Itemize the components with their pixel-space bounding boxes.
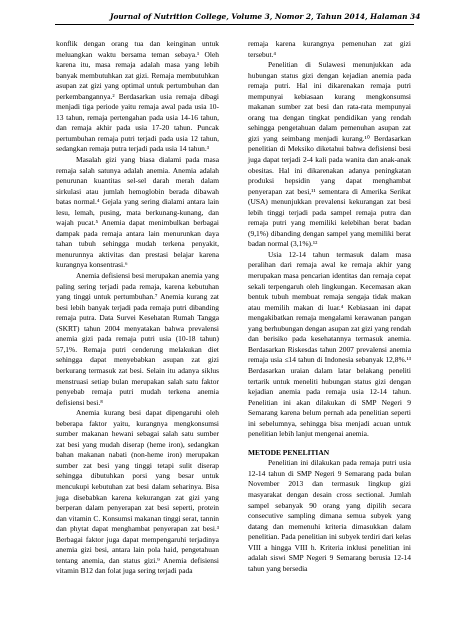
paragraph: Usia 12-14 tahun termasuk dalam masa peralihan dari remaja awal ke remaja akhir yang merupakan masa pencarian identitas dan remaja cepat sekali terpengaruh oleh lingkungan. Kecemasan akan bentuk tubuh membuat remaja sengaja tidak makan atau memilih makan di luar.⁴ Kebiasaan ini dapat mengakibatkan remaja mengalami kerawanan pangan yang berhubungan dengan asupan zat gizi yang rendah dan berisiko pada kesehatannya termasuk anemia. Berdasarkan Riskesdas tahun 2007 prevalensi anemia remaja usia ≤14 tahun di Indonesia sebanyak 12,8%.¹³ Berdasarkan uraian dalam latar belakang peneliti tertarik untuk meneliti hubungan status gizi dengan kejadian anemia pada remaja usia 12-14 tahun. Penelitian ini akan dilakukan di SMP Negeri 9 Semarang karena belum pernah ada penelitian seperti ini sebelumnya, sehingga bisa menjadi acuan untuk penelitian lebih lanjut mengenai anemia. — [248, 249, 411, 439]
left-column — [56, 39, 219, 577]
paragraph: Masalah gizi yang biasa dialami pada masa remaja salah satunya adalah anemia. Anemia adalah penurunan kuantitas sel-sel darah merah dalam sirkulasi atau jumlah hemoglobin berada dibawah batas normal.⁴ Gejala yang sering dialami antara lain lesu, lemah, pusing, mata berkunang-kunang, dan wajah pucat.⁵ Anemia dapat menimbulkan berbagai dampak pada remaja antara lain menurunkan daya tahan tubuh sehingga mudah terkena penyakit, menurunnya aktivitas dan prestasi belajar karena kurangnya konsentrasi.⁶ — [56, 155, 219, 270]
running-header — [0, 8, 452, 28]
section-heading: METODE PENELITIAN — [248, 447, 330, 457]
right-column — [248, 39, 411, 574]
paragraph: Penelitian ini dilakukan pada remaja putri usia 12-14 tahun di SMP Negeri 9 Semarang pada bulan November 2013 dan termasuk lingkup gizi masyarakat dengan desain cross sectional. Jumlah sampel sebanyak 90 orang yang dipilih secara consecutive sampling dimana semua subyek yang datang dan memenuhi kriteria dimasukkan dalam penelitian. Pada penelitian ini subyek terdiri dari kelas VIII a hingga VIII h. Kriteria inklusi penelitian ini adalah siswi SMP Negeri 9 Semarang berusia 12-14 tahun yang bersedia — [248, 458, 411, 573]
paragraph: Anemia defisiensi besi merupakan anemia yang paling sering terjadi pada remaja, karena kebutuhan yang tinggi untuk pertumbuhan.⁷ Anemia kurang zat besi lebih banyak terjadi pada remaja putri dibanding remaja putra. Data Survei Kesehatan Rumah Tangga (SKRT) tahun 2004 menyatakan bahwa prevalensi anemia gizi pada remaja putri usia (10-18 tahun) 57,1%. Remaja putri cenderung melakukan diet sehingga dapat menyebabkan asupan zat gizi berkurang termasuk zat besi. Selain itu adanya siklus menstruasi setiap bulan merupakan salah satu faktor penyebab remaja putri mudah terkena anemia defisiensi besi.⁸ — [56, 271, 219, 407]
header-rule — [55, 24, 414, 25]
paragraph: remaja karena kurangnya pemenuhan zat gizi tersebut.⁴ — [248, 39, 411, 59]
paragraph: konflik dengan orang tua dan keinginan untuk meluangkan waktu bersama teman sebaya.¹ Oleh karena itu, masa remaja adalah masa yang lebih banyak membutuhkan zat gizi. Remaja membutuhkan asupan zat gizi yang optimal untuk pertumbuhan dan perkembangannya.² Berdasarkan usia remaja dibagi menjadi tiga periode yaitu remaja awal pada usia 10-13 tahun, remaja pertengahan pada usia 14-16 tahun, dan remaja akhir pada usia 17-20 tahun. Puncak pertumbuhan remaja putri terjadi pada usia 12 tahun, sedangkan remaja putra terjadi pada usia 14 tahun.³ — [56, 39, 219, 154]
paragraph: Anemia kurang besi dapat dipengaruhi oleh beberapa faktor yaitu, kurangnya mengkonsumsi sumber makanan hewani sebagai salah satu sumber zat besi yang mudah diserap (heme iron), sedangkan bahan makanan nabati (non-heme iron) merupakan sumber zat besi yang tinggi tetapi sulit diserap sehingga dibutuhkan porsi yang besar untuk mencukupi kebutuhan zat besi dalam seharinya. Bisa juga disebabkan karena kekurangan zat gizi yang berperan dalam penyerapan zat besi seperti, protein dan vitamin C. Konsumsi makanan tinggi serat, tannin dan phytat dapat menghambat penyerapan zat besi.³ Berbagai faktor juga dapat mempengaruhi terjadinya anemia gizi besi, antara lain pola haid, pengetahuan tentang anemia, dan status gizi.⁹ Anemia defisiensi vitamin B12 dan folat juga sering terjadi pada — [56, 408, 219, 576]
paragraph: Penelitian di Sulawesi menunjukkan ada hubungan status gizi dengan kejadian anemia pada remaja putri. Hal ini dikarenakan remaja putri mempunyai kebiasaan kurang mengkonsumsi makanan sumber zat besi dan rata-rata mempunyai orang tua dengan tingkat pendidikan yang rendah sehingga pengetahuan dalam pemenuhan asupan zat gizi yang seimbang menjadi kurang.¹⁰ Berdasarkan penelitian di Meksiko diketahui bahwa defisiensi besi juga dapat terjadi 2-4 kali pada wanita dan anak-anak obesitas. Hal ini dikarenakan adanya peningkatan produksi hepsidin yang dapat menghambat penyerapan zat besi,¹¹ sementara di Amerika Serikat (USA) menunjukkan prevalensi kekurangan zat besi lebih tinggi terjadi pada sampel remaja putra dan remaja putri yang memiliki kelebihan berat badan (9,1%) dibanding dengan sampel yang memiliki berat badan normal (3,1%).¹² — [248, 60, 411, 249]
header-text: Journal of Nutrition College, Volume 3, Nomor 2, Tahun 2014, Halaman 34 — [110, 12, 421, 21]
